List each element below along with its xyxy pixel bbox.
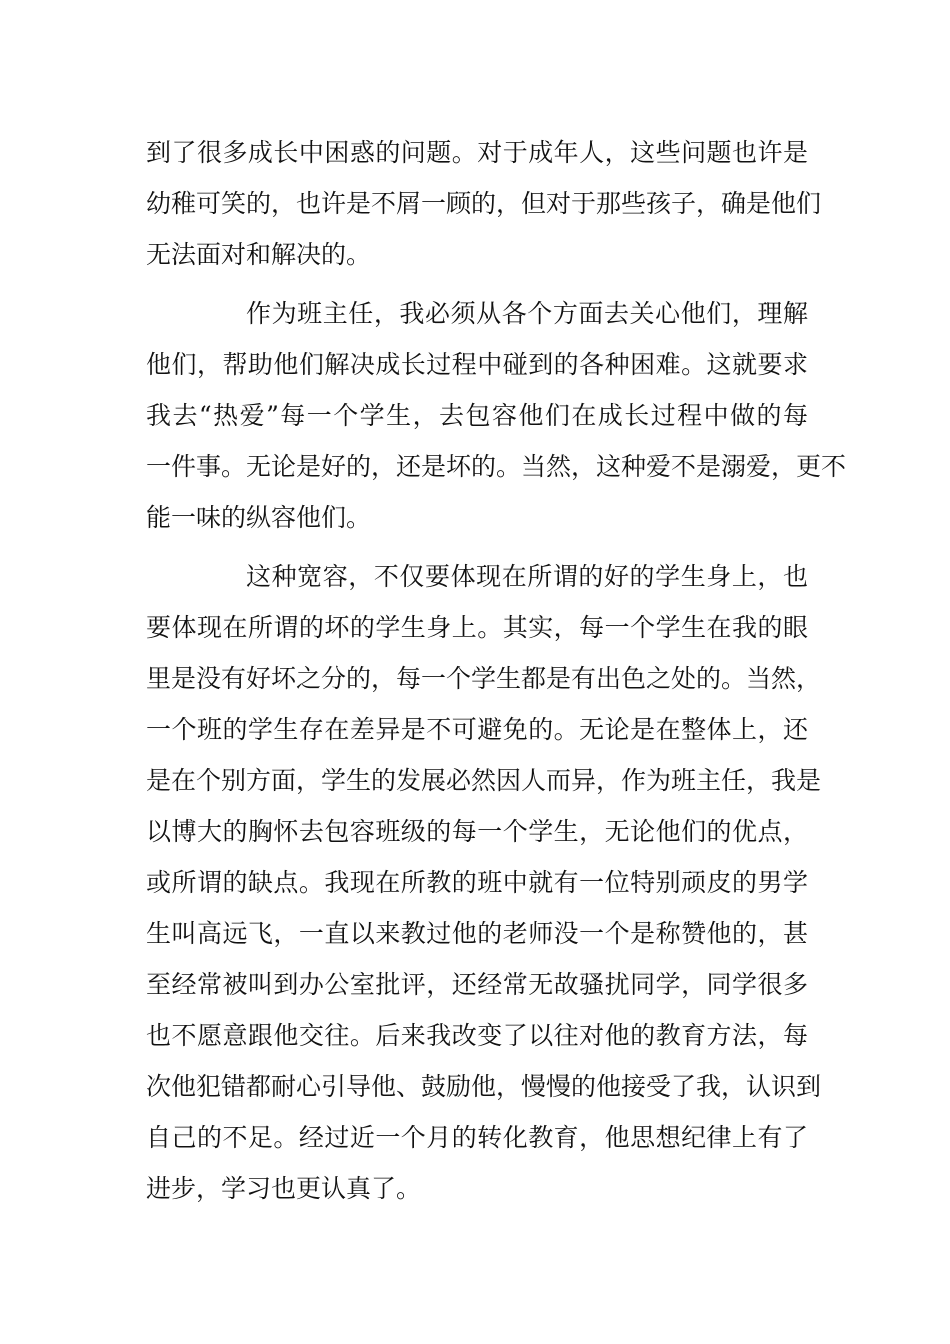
paragraph-line: 是在个别方面，学生的发展必然因人而异，作为班主任，我是 — [146, 766, 822, 795]
paragraph-line: 到了很多成长中困惑的问题。对于成年人，这些问题也许是 — [146, 138, 808, 167]
paragraph — [146, 127, 822, 280]
paragraph-line: 一个班的学生存在差异是不可避免的。无论是在整体上，还 — [146, 715, 808, 744]
paragraph-line: 也不愿意跟他交往。后来我改变了以往对他的教育方法，每 — [146, 1021, 808, 1050]
paragraph-line: 生叫高远飞，一直以来教过他的老师没一个是称赞他的，甚 — [146, 919, 808, 948]
paragraph-line: 自己的不足。经过近一个月的转化教育，他思想纪律上有了 — [146, 1123, 808, 1152]
paragraph-line: 要体现在所谓的坏的学生身上。其实，每一个学生在我的眼 — [146, 613, 808, 642]
paragraph-line: 能一味的纵容他们。 — [146, 503, 372, 532]
paragraph-spacer — [146, 543, 808, 551]
paragraph-line: 这种宽容，不仅要体现在所谓的好的学生身上，也 — [246, 562, 808, 591]
paragraph-spacer — [146, 280, 808, 288]
paragraph — [146, 551, 822, 1214]
paragraph-line: 进步，学习也更认真了。 — [146, 1174, 422, 1203]
paragraph-line: 次他犯错都耐心引导他、鼓励他，慢慢的他接受了我，认识到 — [146, 1072, 822, 1101]
paragraph-line: 以博大的胸怀去包容班级的每一个学生，无论他们的优点， — [146, 817, 808, 846]
paragraph-line: 至经常被叫到办公室批评，还经常无故骚扰同学，同学很多 — [146, 970, 808, 999]
paragraph — [146, 288, 847, 543]
paragraph-line: 作为班主任，我必须从各个方面去关心他们，理解 — [246, 299, 808, 328]
paragraph-line: 或所谓的缺点。我现在所教的班中就有一位特别顽皮的男学 — [146, 868, 808, 897]
paragraph-line: 幼稚可笑的，也许是不屑一顾的，但对于那些孩子，确是他们 — [146, 189, 822, 218]
paragraph-line: 他们，帮助他们解决成长过程中碰到的各种困难。这就要求 — [146, 350, 808, 379]
document-body — [146, 127, 847, 1214]
paragraph-line: 无法面对和解决的。 — [146, 240, 372, 269]
paragraph-line: 我去“热爱”每一个学生，去包容他们在成长过程中做的每 — [146, 401, 808, 430]
paragraph-line: 一件事。无论是好的，还是坏的。当然，这种爱不是溺爱，更不 — [146, 452, 847, 481]
paragraph-line: 里是没有好坏之分的，每一个学生都是有出色之处的。当然， — [146, 664, 822, 693]
